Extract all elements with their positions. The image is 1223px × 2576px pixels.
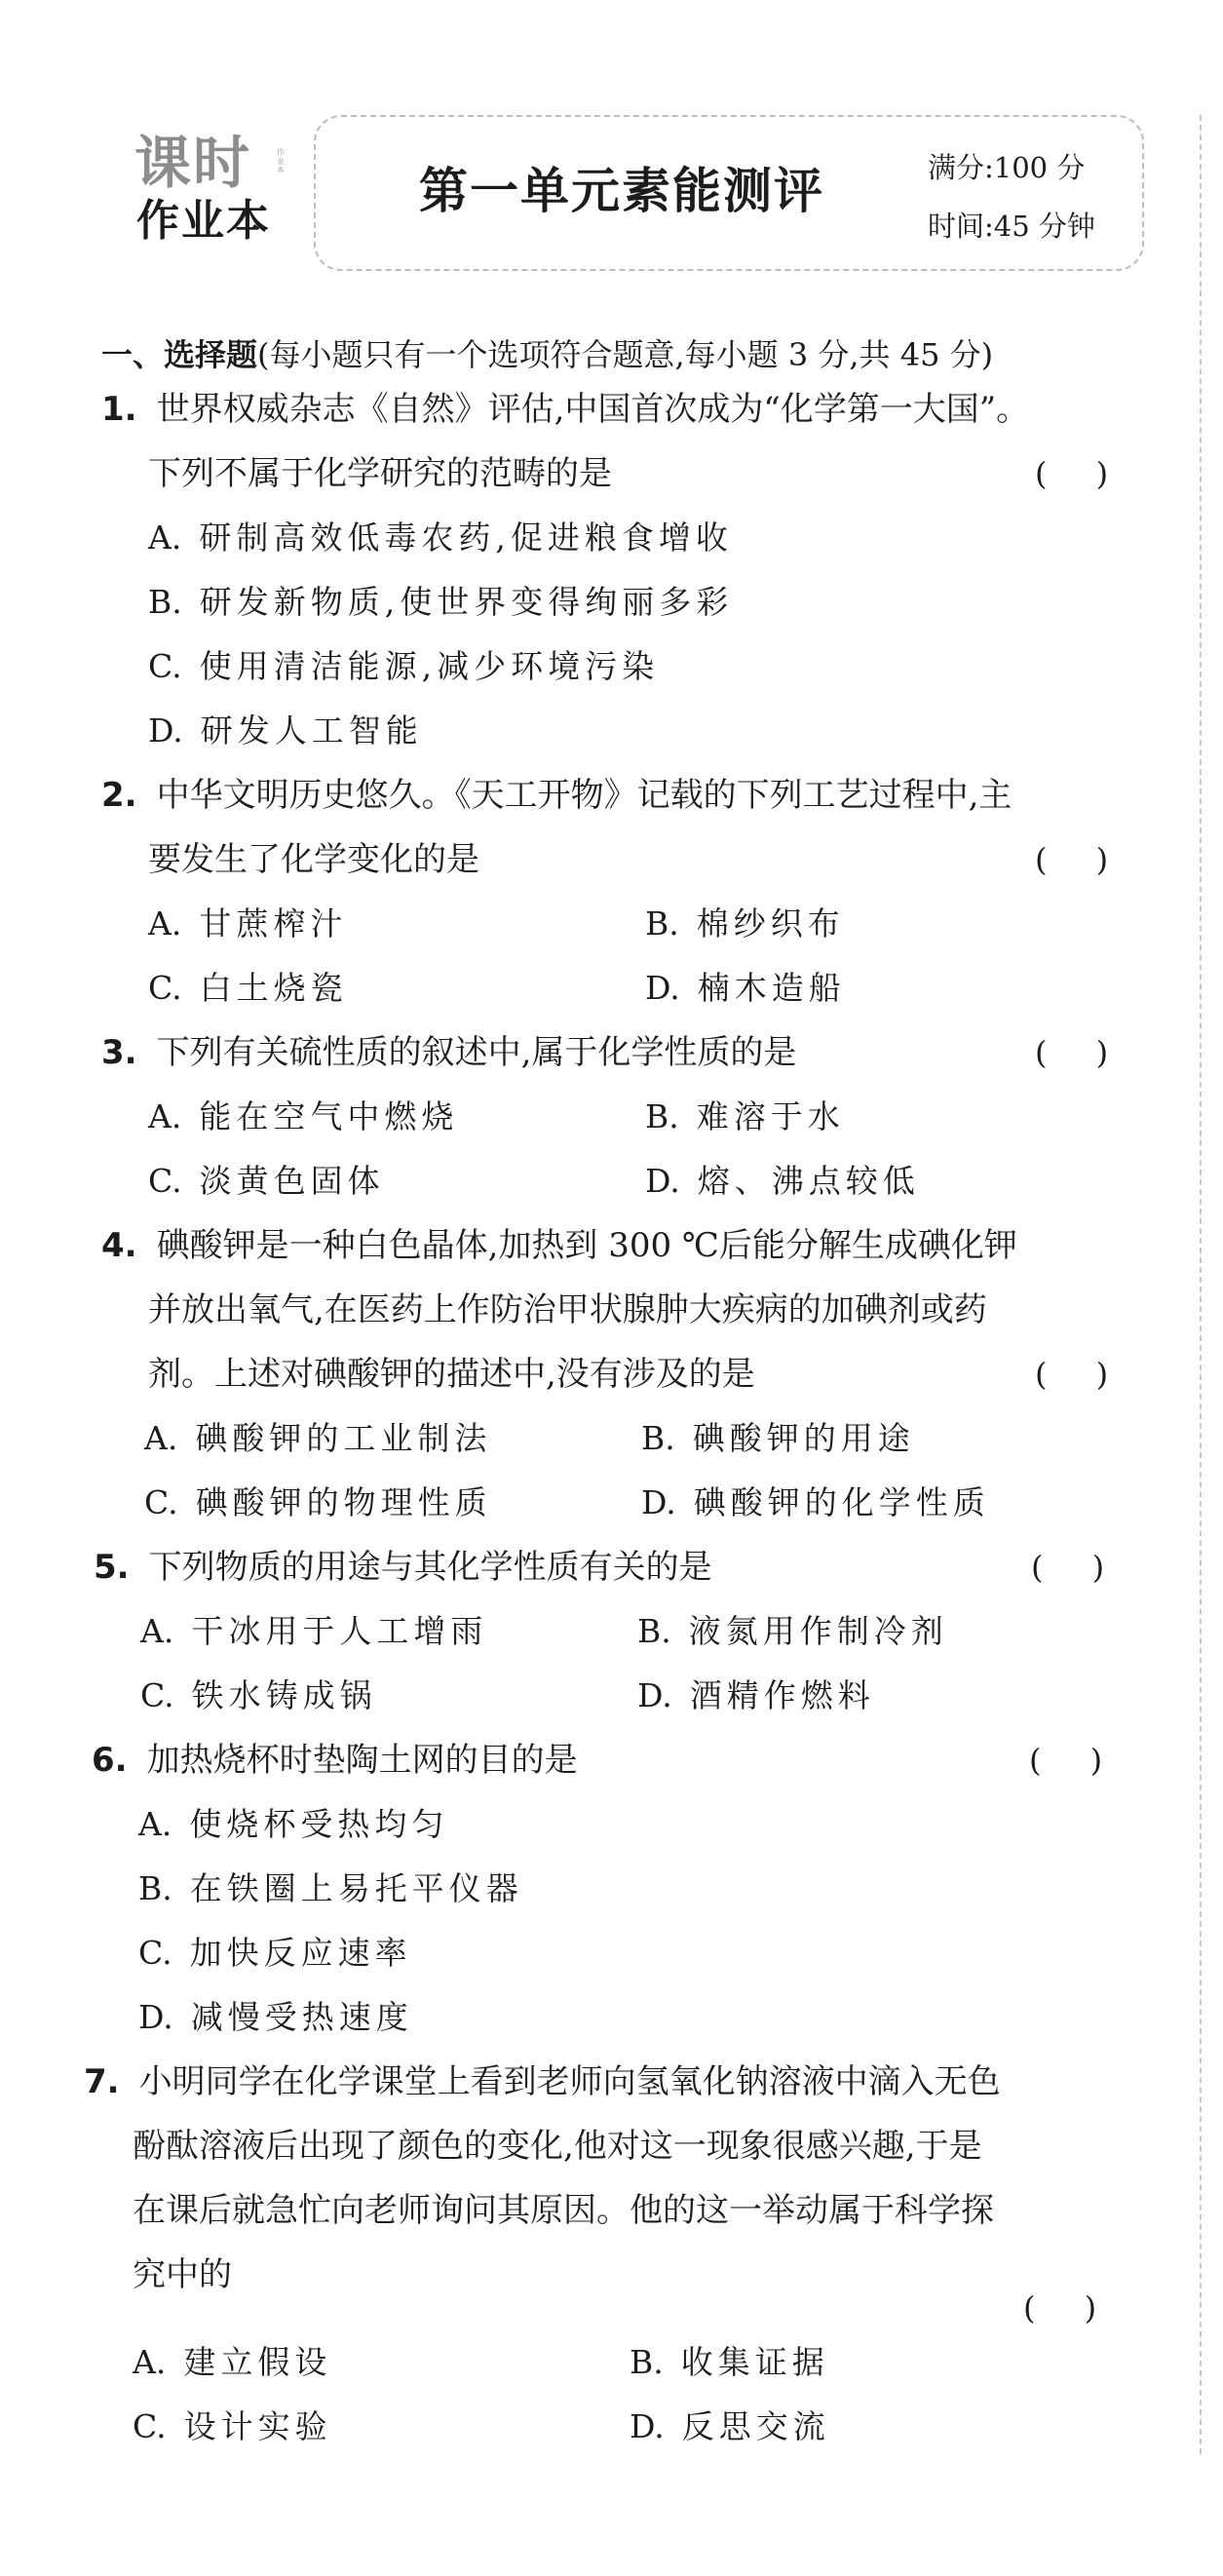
answer-blank[interactable]: ( ) — [1035, 841, 1109, 878]
section-title: 一、选择题 — [101, 336, 258, 373]
option-3a[interactable]: A. 能在空气中燃烧 — [148, 1097, 459, 1135]
full-score: 满分:100 分 — [928, 151, 1086, 184]
logo-top-text: 课时 — [134, 130, 252, 196]
option-4b[interactable]: B. 碘酸钾的用途 — [641, 1419, 915, 1457]
option-3c[interactable]: C. 淡黄色固体 — [148, 1162, 385, 1200]
logo-sub-text: 作业本 — [277, 148, 285, 174]
answer-blank[interactable]: ( ) — [1031, 1549, 1105, 1586]
logo — [134, 130, 290, 259]
question-7-line-3: 在课后就急忙向老师询问其原因。他的这一举动属于科学探 — [133, 2191, 994, 2230]
option-4d[interactable]: D. 碘酸钾的化学性质 — [641, 1483, 990, 1521]
option-3d[interactable]: D. 熔、沸点较低 — [645, 1162, 920, 1200]
question-4-line-1: 4. 碘酸钾是一种白色晶体,加热到 300 ℃后能分解生成碘化钾 — [101, 1226, 1017, 1265]
option-4c[interactable]: C. 碘酸钾的物理性质 — [144, 1483, 492, 1521]
question-number: 1. — [101, 390, 137, 429]
question-1-line-1: 1. 世界权威杂志《自然》评估,中国首次成为“化学第一大国”。 — [101, 390, 1030, 429]
question-number: 6. — [92, 1741, 128, 1780]
question-5-line-1: 5. 下列物质的用途与其化学性质有关的是 — [94, 1548, 712, 1587]
option-3b[interactable]: B. 难溶于水 — [645, 1097, 845, 1135]
question-7-line-4: 究中的 — [133, 2255, 232, 2294]
option-6a[interactable]: A. 使烧杯受热均匀 — [138, 1805, 449, 1843]
section-heading — [101, 333, 993, 376]
question-number: 4. — [101, 1226, 137, 1265]
option-6b[interactable]: B. 在铁圈上易托平仪器 — [138, 1869, 523, 1907]
option-7a[interactable]: A. 建立假设 — [133, 2343, 332, 2381]
option-7c[interactable]: C. 设计实验 — [133, 2407, 332, 2445]
question-7-line-1: 7. 小明同学在化学课堂上看到老师向氢氧化钠溶液中滴入无色 — [84, 2062, 1001, 2101]
option-5c[interactable]: C. 铁水铸成锅 — [140, 1676, 377, 1714]
question-3-line-1: 3. 下列有关硫性质的叙述中,属于化学性质的是 — [101, 1033, 797, 1072]
section-note: (每小题只有一个选项符合题意,每小题 3 分,共 45 分) — [257, 336, 994, 373]
question-4-line-2: 并放出氧气,在医药上作防治甲状腺肿大疾病的加碘剂或药 — [148, 1290, 987, 1329]
time-limit: 时间:45 分钟 — [928, 210, 1095, 243]
option-4a[interactable]: A. 碘酸钾的工业制法 — [144, 1419, 492, 1457]
option-2b[interactable]: B. 棉纱织布 — [645, 904, 845, 942]
option-5d[interactable]: D. 酒精作燃料 — [637, 1676, 875, 1714]
option-7d[interactable]: D. 反思交流 — [630, 2407, 830, 2445]
question-4-line-3: 剂。上述对碘酸钾的描述中,没有涉及的是 — [148, 1355, 755, 1394]
question-number: 5. — [94, 1548, 130, 1587]
answer-blank[interactable]: ( ) — [1035, 1356, 1109, 1393]
option-1c[interactable]: C. 使用清洁能源,减少环境污染 — [148, 647, 660, 685]
answer-blank[interactable]: ( ) — [1029, 1742, 1103, 1779]
question-2-line-1: 2. 中华文明历史悠久。《天工开物》记载的下列工艺过程中,主 — [101, 776, 1013, 815]
option-6d[interactable]: D. 减慢受热速度 — [138, 1998, 413, 2036]
question-1-line-2: 下列不属于化学研究的范畴的是 — [148, 454, 612, 493]
answer-blank[interactable]: ( ) — [1035, 455, 1109, 492]
option-5b[interactable]: B. 液氮用作制冷剂 — [637, 1612, 948, 1650]
option-2c[interactable]: C. 白土烧瓷 — [148, 969, 348, 1007]
option-2a[interactable]: A. 甘蔗榨汁 — [148, 904, 348, 942]
page-title: 第一单元素能测评 — [419, 162, 824, 219]
logo-bottom-text: 作业本 — [136, 196, 271, 246]
answer-blank[interactable]: ( ) — [1035, 1034, 1109, 1071]
option-7b[interactable]: B. 收集证据 — [630, 2343, 829, 2381]
option-1d[interactable]: D. 研发人工智能 — [148, 711, 423, 750]
option-1a[interactable]: A. 研制高效低毒农药,促进粮食增收 — [148, 519, 733, 557]
question-6-line-1: 6. 加热烧杯时垫陶土网的目的是 — [92, 1741, 578, 1780]
option-5a[interactable]: A. 干冰用于人工增雨 — [140, 1612, 488, 1650]
question-number: 2. — [101, 776, 137, 815]
option-1b[interactable]: B. 研发新物质,使世界变得绚丽多彩 — [148, 583, 734, 621]
question-2-line-2: 要发生了化学变化的是 — [148, 840, 479, 879]
question-number: 7. — [84, 2062, 120, 2101]
option-6c[interactable]: C. 加快反应速率 — [138, 1934, 412, 1972]
right-margin-rule — [1200, 115, 1202, 2454]
question-7-line-2: 酚酞溶液后出现了颜色的变化,他对这一现象很感兴趣,于是 — [133, 2127, 982, 2166]
question-number: 3. — [101, 1033, 137, 1072]
option-2d[interactable]: D. 楠木造船 — [645, 969, 846, 1007]
answer-blank[interactable]: ( ) — [1023, 2289, 1097, 2326]
